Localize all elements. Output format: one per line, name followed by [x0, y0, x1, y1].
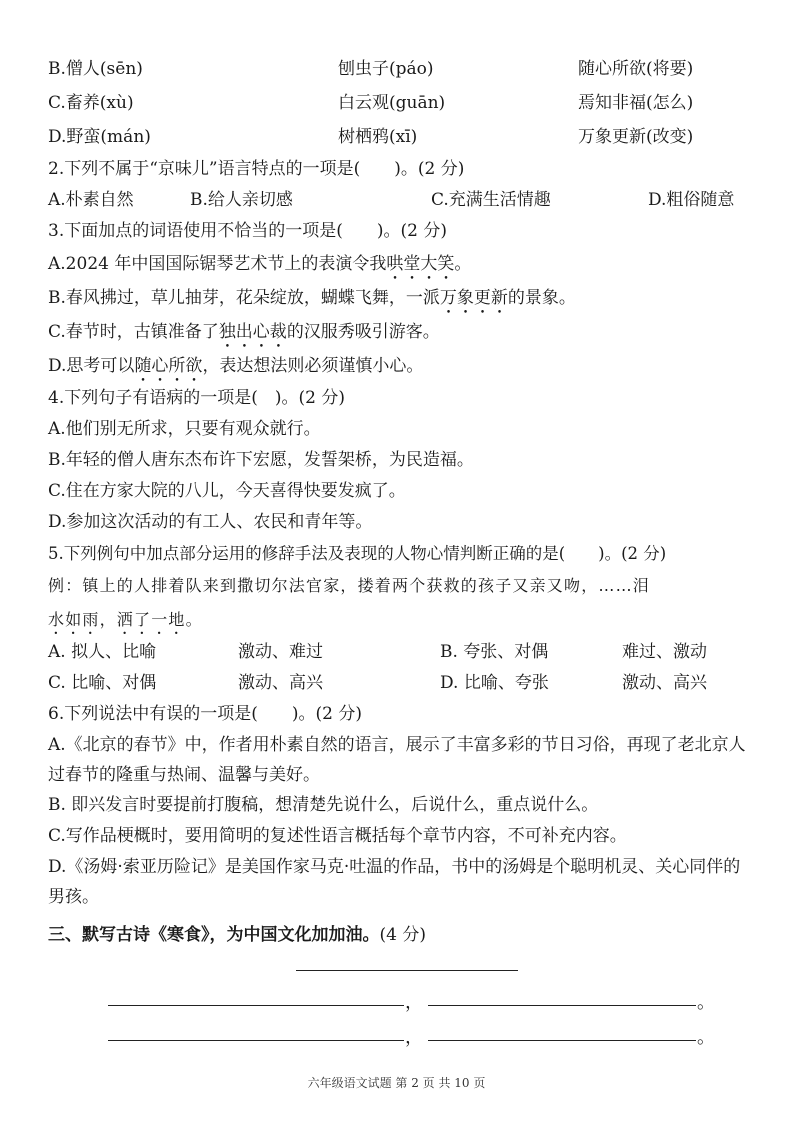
q4-option-a: A.他们别无所求，只要有观众就行。 — [48, 419, 321, 439]
q1-d-item3: 万象更新(改变) — [578, 127, 694, 147]
q5-option-b: B. 夸张、对偶 — [440, 642, 549, 662]
q3-d-dotted-word: 随心所欲 — [134, 356, 203, 376]
q3-stem: 3.下面加点的词语使用不恰当的一项是( )。(2 分) — [48, 221, 447, 241]
q6-option-a: A.《北京的春节》中，作者用朴素自然的语言，展示了丰富多彩的节日习俗，再现了老北京人过春节的隆重与热闹、温馨与美好。 — [48, 735, 746, 785]
q3-a-end: 。 — [454, 254, 472, 274]
q1-option-row-d — [48, 120, 748, 154]
q4-option-b: B.年轻的僧人唐东杰布许下宏愿，发誓架桥，为民造福。 — [48, 450, 474, 470]
q1-b-item2: 刨虫子(páo) — [338, 59, 434, 79]
exam-page — [48, 52, 748, 952]
q5-option-c: C. 比喻、对偶 — [48, 673, 157, 693]
q5-example-end: 。 — [185, 610, 203, 629]
q1-c-item3: 焉知非福(怎么) — [578, 93, 694, 113]
q3-d-end: ，表达想法则必须谨慎小心。 — [202, 356, 424, 376]
q2-option-c: C.充满生活情趣 — [431, 190, 551, 210]
q6-stem: 6.下列说法中有误的一项是( )。(2 分) — [48, 704, 362, 724]
q1-c-item1: C.畜养(xù) — [48, 93, 134, 113]
q6-option-c: C.写作品梗概时，要用简明的复述性语言概括每个章节内容，不可补充内容。 — [48, 826, 627, 846]
poem-title-blank[interactable] — [296, 970, 518, 971]
q3-c-dotted-word: 独出心裁 — [218, 322, 287, 342]
section-3-points: (4 分) — [379, 925, 426, 945]
q4-stem: 4.下列句子有语病的一项是( )。(2 分) — [48, 388, 345, 408]
poem-line4-period: 。 — [697, 1027, 715, 1048]
q5-option-d: D. 比喻、夸张 — [440, 673, 549, 693]
q5-option-b-mood: 难过、激动 — [622, 642, 707, 662]
q3-b-dotted-word: 万象更新 — [439, 288, 508, 308]
q5-option-c-mood: 激动、高兴 — [238, 673, 323, 693]
q3-a-dotted-word: 哄堂大笑 — [386, 254, 455, 274]
q4-option-d: D.参加这次活动的有工人、农民和青年等。 — [48, 512, 373, 532]
q5-option-a-mood: 激动、难过 — [238, 642, 323, 662]
poem-line2-period: 。 — [697, 992, 715, 1013]
q5-stem: 5.下列例句中加点部分运用的修辞手法及表现的人物心情判断正确的是( )。(2 分) — [48, 544, 667, 563]
q1-option-row-c — [48, 86, 748, 120]
q1-d-item1: D.野蛮(mán) — [48, 127, 151, 147]
q5-example-line2 — [48, 603, 748, 637]
poem-line4-blank[interactable] — [428, 1040, 696, 1041]
q2-option-d: D.粗俗随意 — [648, 190, 735, 210]
q6-option-b: B. 即兴发言时要提前打腹稿，想清楚先说什么，后说什么，重点说什么。 — [48, 795, 599, 815]
section-3-title: 三、默写古诗《寒食》，为中国文化加加油。 — [48, 925, 380, 945]
q1-b-item3: 随心所欲(将要) — [578, 59, 694, 79]
q5-option-a: A. 拟人、比喻 — [48, 642, 157, 662]
q3-option-c — [48, 315, 748, 349]
q5-options-row2 — [48, 668, 748, 699]
q2-option-a: A.朴素自然 — [48, 190, 134, 210]
poem-line3-blank[interactable] — [108, 1040, 404, 1041]
q4-option-c: C.住在方家大院的八儿，今天喜得快要发疯了。 — [48, 481, 406, 501]
q2-option-b: B.给人亲切感 — [190, 190, 293, 210]
q3-option-a — [48, 247, 748, 281]
q3-b-end: 的景象。 — [507, 288, 576, 308]
q5-options-row1 — [48, 637, 748, 668]
q1-b-item1: B.僧人(sēn) — [48, 59, 143, 79]
section-3-heading — [48, 918, 748, 952]
q1-d-item2: 树栖鸦(xī) — [338, 127, 418, 147]
q5-example-line1: 例：镇上的人排着队来到撒切尔法官家，搂着两个获救的孩子又亲又吻，……泪 — [48, 576, 651, 595]
q2-options — [48, 185, 748, 216]
q5-option-d-mood: 激动、高兴 — [622, 673, 707, 693]
page-footer: 六年级语文试题 第 2 页 共 10 页 — [307, 1076, 486, 1090]
q2-stem: 2.下列不属于“京味儿”语言特点的一项是( )。(2 分) — [48, 159, 465, 179]
q3-c-text: C.春节时，古镇准备了 — [48, 322, 219, 342]
poem-line1-blank[interactable] — [108, 1005, 404, 1006]
q1-option-row-b — [48, 52, 748, 86]
poem-line2-blank[interactable] — [428, 1005, 696, 1006]
q3-option-d — [48, 349, 748, 383]
q6-option-d: D.《汤姆·索亚历险记》是美国作家马克·吐温的作品，书中的汤姆是个聪明机灵、关心同伴的男孩。 — [48, 857, 741, 907]
q5-example-dotted: 水如雨，洒了一地 — [48, 610, 186, 629]
q3-c-end: 的汉服秀吸引游客。 — [286, 322, 440, 342]
q3-b-text: B.春风拂过，草儿抽芽，花朵绽放，蝴蝶飞舞，一派 — [48, 288, 440, 308]
q1-c-item2: 白云观(guān) — [338, 93, 446, 113]
poem-line1-comma: ， — [405, 992, 423, 1013]
q3-option-b — [48, 281, 748, 315]
q3-d-text: D.思考可以 — [48, 356, 135, 376]
poem-line3-comma: ， — [405, 1027, 423, 1048]
q3-a-text: A.2024 年中国国际锯琴艺术节上的表演令我 — [48, 254, 387, 274]
